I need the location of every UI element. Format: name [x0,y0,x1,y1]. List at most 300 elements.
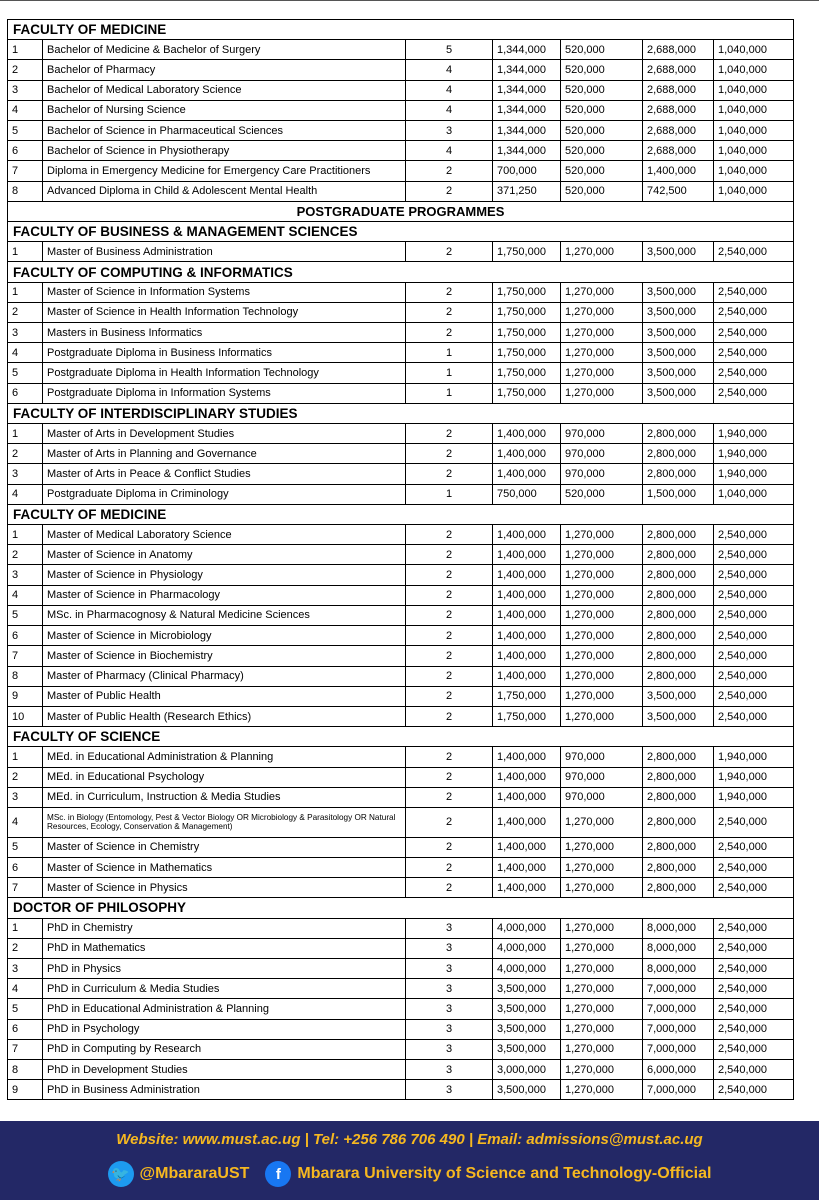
fee-col-2: 1,270,000 [560,565,642,584]
fee-col-3: 3,500,000 [642,687,713,706]
table-row [8,807,793,837]
fee-col-3: 2,800,000 [642,545,713,564]
duration-years: 5 [405,40,492,59]
duration-years: 2 [405,283,492,302]
table-row [8,140,793,160]
duration-years: 2 [405,606,492,625]
fee-col-2: 970,000 [560,747,642,766]
fee-col-2: 1,270,000 [560,838,642,857]
row-number: 3 [12,84,19,97]
fee-col-1: 1,750,000 [492,283,560,302]
fee-col-4: 2,540,000 [713,687,793,706]
fee-col-1: 1,750,000 [492,303,560,322]
fee-col-3: 2,800,000 [642,606,713,625]
programme-name: MSc. in Biology (Entomology, Pest & Vector Biology OR Microbiology & Parasitology OR Natural Resources, Ecology, Conservation & Management) [42,808,405,837]
fee-col-3: 2,800,000 [642,525,713,544]
fee-col-4: 2,540,000 [713,939,793,958]
fee-col-3: 1,400,000 [642,161,713,180]
fee-col-3: 2,688,000 [642,141,713,160]
table-row [8,423,793,443]
fee-col-1: 1,750,000 [492,242,560,261]
fee-col-4: 2,540,000 [713,979,793,998]
duration-years: 3 [405,919,492,938]
fee-col-4: 2,540,000 [713,303,793,322]
fee-col-4: 2,540,000 [713,283,793,302]
programme-name: Master of Pharmacy (Clinical Pharmacy) [42,667,405,686]
fee-col-4: 2,540,000 [713,878,793,897]
fee-col-3: 2,688,000 [642,101,713,120]
fee-col-1: 1,400,000 [492,646,560,665]
programme-name: PhD in Development Studies [42,1060,405,1079]
row-number: 4 [12,488,19,501]
duration-years: 2 [405,464,492,483]
row-number: 1 [12,427,19,440]
fee-col-3: 2,800,000 [642,858,713,877]
fee-col-2: 520,000 [560,81,642,100]
fee-col-4: 2,540,000 [713,707,793,726]
table-row [8,958,793,978]
row-number: 1 [12,528,19,541]
programme-name: Masters in Business Informatics [42,323,405,342]
row-number: 10 [12,710,25,723]
row-number: 1 [12,922,19,935]
table-row [8,585,793,605]
faculty-heading [8,726,793,746]
programme-name: Bachelor of Science in Physiotherapy [42,141,405,160]
duration-years: 2 [405,303,492,322]
fee-col-1: 1,344,000 [492,141,560,160]
duration-years: 2 [405,626,492,645]
fee-col-2: 1,270,000 [560,808,642,837]
duration-years: 4 [405,60,492,79]
fee-col-1: 1,400,000 [492,545,560,564]
table-row [8,100,793,120]
programme-name: PhD in Business Administration [42,1080,405,1099]
fee-col-4: 2,540,000 [713,1020,793,1039]
table-row [8,302,793,322]
fee-col-2: 1,270,000 [560,363,642,382]
fee-col-4: 2,540,000 [713,959,793,978]
fee-col-1: 1,400,000 [492,858,560,877]
programme-name: Master of Arts in Peace & Conflict Studies [42,464,405,483]
fee-col-1: 1,400,000 [492,565,560,584]
programme-name: Master of Science in Pharmacology [42,586,405,605]
table-row [8,605,793,625]
fee-col-3: 3,500,000 [642,242,713,261]
fee-col-4: 1,040,000 [713,485,793,504]
fee-col-4: 2,540,000 [713,323,793,342]
row-number: 2 [12,771,19,784]
duration-years: 2 [405,242,492,261]
duration-years: 2 [405,525,492,544]
fee-col-4: 2,540,000 [713,1040,793,1059]
duration-years: 4 [405,81,492,100]
fee-col-1: 1,750,000 [492,343,560,362]
row-number: 8 [12,185,19,198]
duration-years: 2 [405,161,492,180]
programme-name: Master of Science in Microbiology [42,626,405,645]
row-number: 3 [12,468,19,481]
fee-col-4: 2,540,000 [713,363,793,382]
fee-col-2: 1,270,000 [560,687,642,706]
faculty-heading [8,897,793,917]
fee-col-4: 1,940,000 [713,424,793,443]
fee-col-2: 1,270,000 [560,323,642,342]
table-row [8,39,793,59]
fee-col-1: 1,400,000 [492,788,560,807]
fee-col-2: 1,270,000 [560,858,642,877]
fee-col-2: 1,270,000 [560,626,642,645]
table-row [8,484,793,504]
fee-col-3: 2,688,000 [642,60,713,79]
table-row [8,241,793,261]
fee-col-2: 520,000 [560,40,642,59]
fee-col-2: 1,270,000 [560,999,642,1018]
fee-col-4: 2,540,000 [713,242,793,261]
programme-name: Postgraduate Diploma in Business Informatics [42,343,405,362]
programme-name: Master of Public Health [42,687,405,706]
programme-name: Master of Science in Information Systems [42,283,405,302]
table-row [8,767,793,787]
fee-col-3: 2,800,000 [642,667,713,686]
table-row [8,978,793,998]
row-number: 4 [12,104,19,117]
fee-col-1: 1,750,000 [492,707,560,726]
fee-col-2: 1,270,000 [560,586,642,605]
fee-col-1: 1,750,000 [492,687,560,706]
fee-col-1: 1,344,000 [492,60,560,79]
fee-col-4: 2,540,000 [713,858,793,877]
facebook-page-name[interactable]: Mbarara University of Science and Technology-Official [297,1165,712,1182]
duration-years: 3 [405,1020,492,1039]
faculty-heading [8,221,793,241]
row-number: 5 [12,124,19,137]
row-number: 7 [12,1043,19,1056]
fee-col-3: 3,500,000 [642,343,713,362]
row-number: 7 [12,165,19,178]
section-title: POSTGRADUATE PROGRAMMES [296,203,505,219]
table-row [8,706,793,726]
programme-name: PhD in Physics [42,959,405,978]
duration-years: 3 [405,1040,492,1059]
duration-years: 2 [405,182,492,201]
fee-col-2: 1,270,000 [560,343,642,362]
fee-col-2: 1,270,000 [560,979,642,998]
fee-col-4: 1,940,000 [713,788,793,807]
row-number: 4 [12,982,19,995]
table-row [8,787,793,807]
fee-col-1: 1,400,000 [492,667,560,686]
table-row [8,524,793,544]
duration-years: 2 [405,707,492,726]
fee-col-3: 2,800,000 [642,747,713,766]
programme-name: Postgraduate Diploma in Information Systems [42,384,405,403]
duration-years: 2 [405,838,492,857]
programme-name: Master of Science in Physics [42,878,405,897]
duration-years: 2 [405,747,492,766]
fee-col-4: 1,940,000 [713,768,793,787]
fee-col-3: 8,000,000 [642,959,713,978]
row-number: 9 [12,690,19,703]
table-row [8,1039,793,1059]
fee-col-2: 1,270,000 [560,646,642,665]
fee-col-1: 1,400,000 [492,768,560,787]
fee-col-2: 520,000 [560,121,642,140]
fee-col-3: 2,800,000 [642,768,713,787]
duration-years: 2 [405,768,492,787]
fees-table [7,19,794,1100]
row-number: 6 [12,387,19,400]
row-number: 4 [12,816,19,829]
programme-name: Bachelor of Nursing Science [42,101,405,120]
table-row [8,463,793,483]
duration-years: 2 [405,788,492,807]
duration-years: 1 [405,363,492,382]
programme-name: PhD in Computing by Research [42,1040,405,1059]
programme-name: MEd. in Educational Administration & Planning [42,747,405,766]
duration-years: 2 [405,545,492,564]
fee-col-3: 2,800,000 [642,424,713,443]
duration-years: 2 [405,323,492,342]
duration-years: 4 [405,141,492,160]
table-row [8,938,793,958]
fee-col-3: 7,000,000 [642,1080,713,1099]
programme-name: Master of Science in Physiology [42,565,405,584]
fee-col-4: 2,540,000 [713,525,793,544]
fee-col-3: 8,000,000 [642,919,713,938]
fee-col-3: 2,800,000 [642,878,713,897]
table-row [8,80,793,100]
fee-col-2: 1,270,000 [560,667,642,686]
fee-col-1: 1,344,000 [492,40,560,59]
faculty-heading [8,504,793,524]
fee-col-2: 1,270,000 [560,707,642,726]
fee-col-2: 1,270,000 [560,303,642,322]
programme-name: Master of Arts in Development Studies [42,424,405,443]
row-number: 1 [12,750,19,763]
fee-col-4: 2,540,000 [713,919,793,938]
fee-col-4: 2,540,000 [713,626,793,645]
fee-col-3: 2,800,000 [642,444,713,463]
fee-col-1: 3,500,000 [492,999,560,1018]
twitter-handle[interactable]: @MbararaUST [139,1165,250,1182]
duration-years: 2 [405,586,492,605]
row-number: 1 [12,286,19,299]
fee-col-1: 1,400,000 [492,444,560,463]
fee-col-1: 750,000 [492,485,560,504]
duration-years: 2 [405,687,492,706]
faculty-heading [8,19,793,39]
fee-col-4: 2,540,000 [713,606,793,625]
fee-col-3: 7,000,000 [642,999,713,1018]
row-number: 2 [12,447,19,460]
section-title: FACULTY OF BUSINESS & MANAGEMENT SCIENCES [13,224,358,240]
table-row [8,645,793,665]
fee-col-1: 1,400,000 [492,808,560,837]
duration-years: 2 [405,444,492,463]
fee-col-3: 3,500,000 [642,384,713,403]
footer-band [0,1121,819,1200]
row-number: 7 [12,649,19,662]
table-row [8,1079,793,1099]
fee-col-3: 7,000,000 [642,979,713,998]
programme-name: PhD in Chemistry [42,919,405,938]
duration-years: 1 [405,343,492,362]
fee-col-4: 2,540,000 [713,999,793,1018]
fee-col-4: 1,940,000 [713,444,793,463]
row-number: 2 [12,306,19,319]
fee-col-4: 2,540,000 [713,667,793,686]
fee-col-4: 2,540,000 [713,586,793,605]
fee-col-2: 1,270,000 [560,1040,642,1059]
facebook-icon[interactable]: f [265,1161,291,1187]
table-row [8,322,793,342]
fee-col-2: 520,000 [560,141,642,160]
duration-years: 3 [405,959,492,978]
fee-col-2: 520,000 [560,101,642,120]
duration-years: 3 [405,121,492,140]
programme-name: Bachelor of Science in Pharmaceutical Sciences [42,121,405,140]
programme-name: Bachelor of Pharmacy [42,60,405,79]
fee-col-2: 970,000 [560,464,642,483]
row-number: 7 [12,881,19,894]
fee-col-1: 1,400,000 [492,424,560,443]
fee-col-1: 4,000,000 [492,959,560,978]
fee-col-1: 1,400,000 [492,626,560,645]
row-number: 1 [12,245,19,258]
table-row [8,1059,793,1079]
programme-name: PhD in Mathematics [42,939,405,958]
row-number: 5 [12,1002,19,1015]
programme-name: MEd. in Educational Psychology [42,768,405,787]
table-row [8,746,793,766]
fee-col-2: 970,000 [560,424,642,443]
fee-col-1: 1,400,000 [492,606,560,625]
row-number: 2 [12,548,19,561]
table-row [8,282,793,302]
table-row [8,625,793,645]
programme-name: Master of Science in Mathematics [42,858,405,877]
fee-col-2: 1,270,000 [560,545,642,564]
programme-name: Diploma in Emergency Medicine for Emergency Care Practitioners [42,161,405,180]
fee-col-3: 2,800,000 [642,808,713,837]
row-number: 3 [12,326,19,339]
duration-years: 2 [405,878,492,897]
fee-col-4: 2,540,000 [713,384,793,403]
programme-name: PhD in Psychology [42,1020,405,1039]
programme-name: Bachelor of Medicine & Bachelor of Surgery [42,40,405,59]
section-title: FACULTY OF INTERDISCIPLINARY STUDIES [13,405,298,421]
social-line [0,1161,819,1187]
table-row [8,443,793,463]
top-divider [0,0,819,1]
fee-col-4: 1,040,000 [713,81,793,100]
twitter-icon[interactable]: 🐦 [108,1161,134,1187]
duration-years: 3 [405,999,492,1018]
fee-col-2: 520,000 [560,485,642,504]
fee-col-2: 1,270,000 [560,878,642,897]
section-title: FACULTY OF MEDICINE [13,506,167,522]
programme-name: Bachelor of Medical Laboratory Science [42,81,405,100]
row-number: 6 [12,1023,19,1036]
fee-col-1: 1,400,000 [492,525,560,544]
fee-col-2: 1,270,000 [560,939,642,958]
fee-col-1: 1,344,000 [492,81,560,100]
fee-col-2: 1,270,000 [560,384,642,403]
faculty-heading [8,261,793,281]
table-row [8,59,793,79]
fee-col-4: 2,540,000 [713,343,793,362]
fee-col-3: 2,800,000 [642,586,713,605]
row-number: 6 [12,861,19,874]
fee-col-3: 2,800,000 [642,788,713,807]
programme-name: PhD in Educational Administration & Planning [42,999,405,1018]
fee-col-3: 2,800,000 [642,838,713,857]
fee-col-4: 2,540,000 [713,808,793,837]
row-number: 2 [12,942,19,955]
row-number: 6 [12,144,19,157]
fee-col-4: 1,040,000 [713,141,793,160]
programme-name: Postgraduate Diploma in Criminology [42,485,405,504]
row-number: 9 [12,1083,19,1096]
fee-col-4: 1,040,000 [713,101,793,120]
fee-col-4: 2,540,000 [713,646,793,665]
fee-col-3: 2,800,000 [642,646,713,665]
fee-col-2: 1,270,000 [560,959,642,978]
fee-col-2: 1,270,000 [560,1060,642,1079]
row-number: 2 [12,64,19,76]
fee-col-4: 1,040,000 [713,161,793,180]
row-number: 4 [12,589,19,602]
fee-col-2: 520,000 [560,161,642,180]
fee-col-4: 1,040,000 [713,40,793,59]
duration-years: 1 [405,384,492,403]
fee-col-3: 3,500,000 [642,363,713,382]
duration-years: 1 [405,485,492,504]
fee-col-1: 1,400,000 [492,747,560,766]
fee-col-2: 520,000 [560,182,642,201]
fee-col-4: 2,540,000 [713,545,793,564]
fee-col-4: 2,540,000 [713,838,793,857]
fee-col-1: 3,500,000 [492,1020,560,1039]
programme-name: Master of Arts in Planning and Governance [42,444,405,463]
fee-col-3: 3,500,000 [642,707,713,726]
fee-col-2: 520,000 [560,60,642,79]
table-row [8,342,793,362]
duration-years: 3 [405,1080,492,1099]
row-number: 3 [12,791,19,804]
fee-col-3: 7,000,000 [642,1020,713,1039]
table-row [8,857,793,877]
fee-col-1: 1,400,000 [492,838,560,857]
fee-col-3: 6,000,000 [642,1060,713,1079]
programme-name: Master of Science in Biochemistry [42,646,405,665]
duration-years: 2 [405,808,492,837]
fee-col-1: 3,500,000 [492,979,560,998]
row-number: 8 [12,1063,19,1076]
fee-col-3: 3,500,000 [642,323,713,342]
programme-name: MSc. in Pharmacognosy & Natural Medicine Sciences [42,606,405,625]
programme-name: Master of Science in Anatomy [42,545,405,564]
table-row [8,998,793,1018]
fee-col-3: 3,500,000 [642,303,713,322]
fee-col-1: 371,250 [492,182,560,201]
fee-col-2: 1,270,000 [560,283,642,302]
fee-col-3: 2,800,000 [642,626,713,645]
fee-col-2: 1,270,000 [560,242,642,261]
fee-col-1: 1,400,000 [492,878,560,897]
row-number: 5 [12,367,19,380]
